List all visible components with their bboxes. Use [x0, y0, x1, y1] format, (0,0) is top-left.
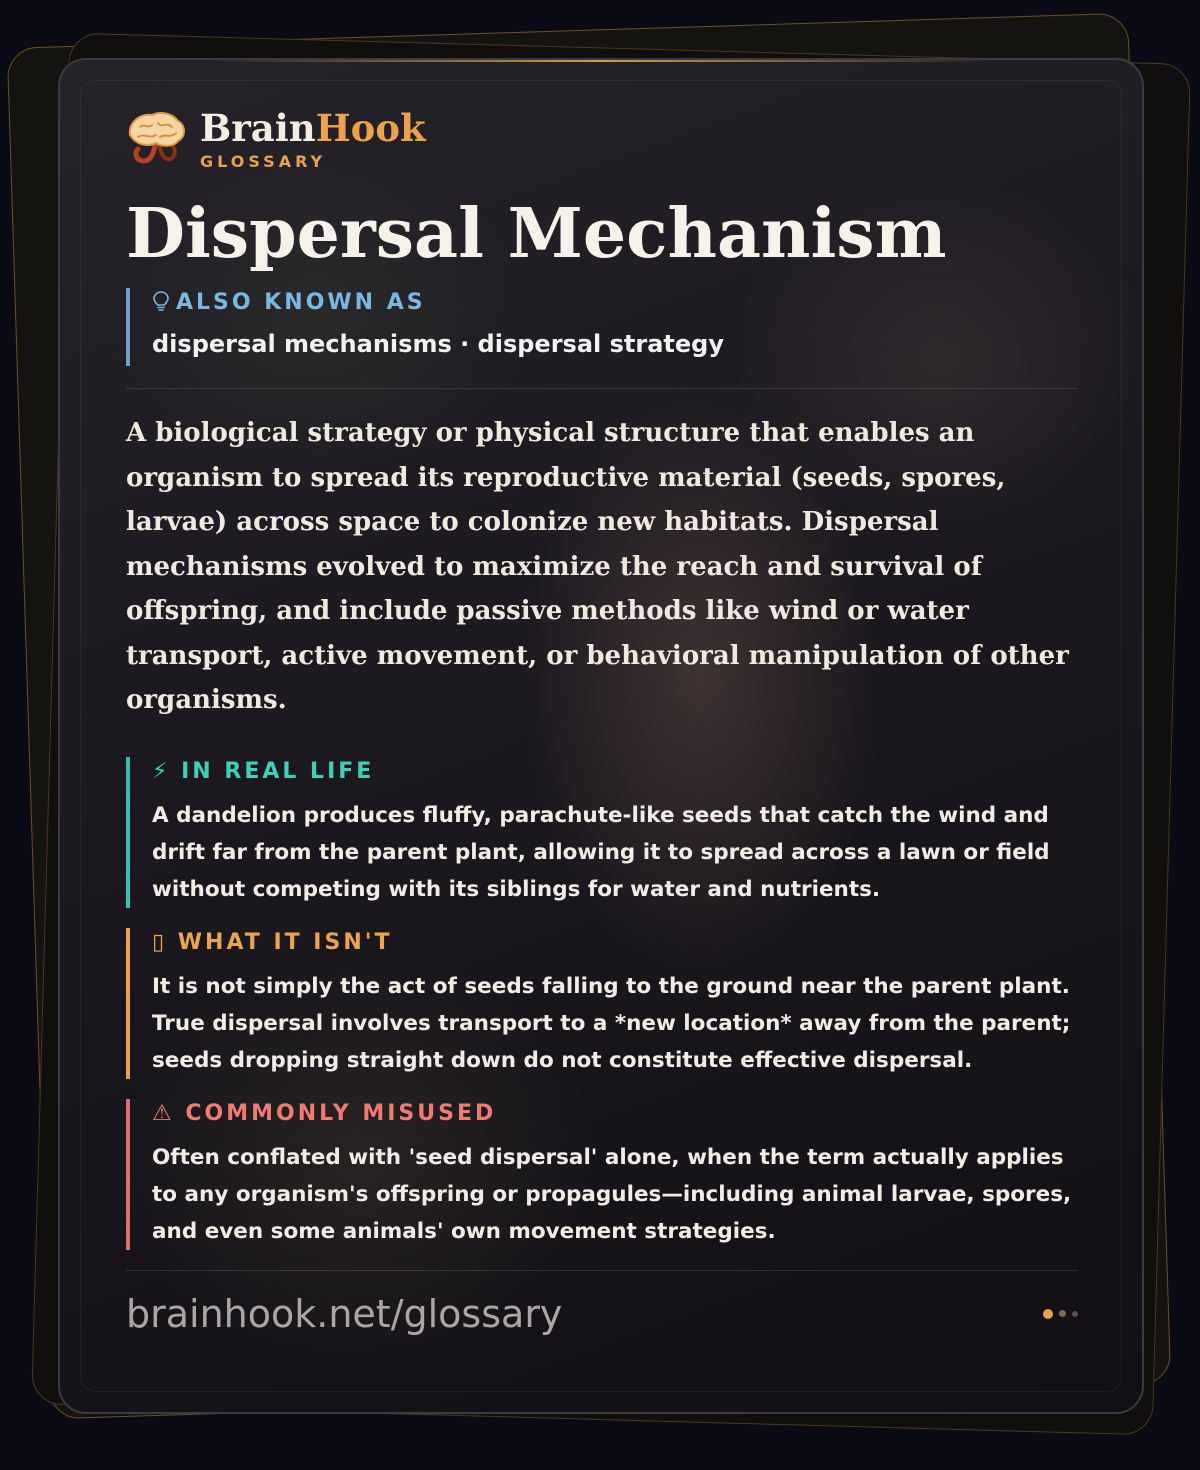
also-known-as-text: ALSO KNOWN AS	[176, 290, 426, 315]
brain-hook-icon	[126, 109, 186, 169]
lightning-icon: ⚡	[152, 758, 171, 784]
what-it-isnt-body: It is not simply the act of seeds falling to the ground near the parent plant. True dispersal involves transport to a *new location* away from the parent; seeds dropping straight down do not constitute effective dispersal.	[152, 973, 1071, 1073]
brand-name	[200, 105, 426, 150]
pagination-dot	[1059, 1310, 1066, 1317]
pagination-dot	[1072, 1311, 1078, 1317]
brand-header	[126, 104, 1078, 174]
commonly-misused-title: COMMONLY MISUSED	[185, 1100, 497, 1126]
pagination-dot-active	[1043, 1309, 1053, 1319]
card-footer	[126, 1289, 1078, 1339]
commonly-misused-label	[152, 1099, 1078, 1129]
warning-icon: ⚠	[152, 1100, 175, 1126]
commonly-misused-body: Often conflated with 'seed dispersal' alone, when the term actually applies to any organism's offspring or propagules—including animal larvae, spores, and even some animals' own movement strategies.	[152, 1144, 1072, 1244]
in-real-life-label	[152, 757, 1078, 787]
term-definition: A biological strategy or physical structure that enables an organism to spread its reproductive material (seeds, spores, larvae) across space to colonize new habitats. Dispersal mechanisms evolved to maximize the reach and survival of offspring, and include passive methods like wind or water transport, active movement, or behavioral manipulation of other organisms.	[126, 418, 1069, 715]
card-content	[126, 104, 1078, 1339]
what-it-isnt-section	[126, 928, 1078, 1079]
brand-name-part1: Brain	[200, 105, 316, 150]
lightbulb-icon	[152, 290, 170, 312]
also-known-as-block	[126, 288, 1078, 366]
pagination-dots	[1043, 1309, 1078, 1319]
also-known-as-label	[152, 288, 1078, 318]
what-it-isnt-title: WHAT IT ISN'T	[177, 929, 393, 955]
also-known-as-values: dispersal mechanisms · dispersal strategy	[152, 330, 724, 358]
what-it-isnt-label	[152, 928, 1078, 958]
divider	[126, 388, 1078, 389]
brand-subtitle: GLOSSARY	[200, 151, 327, 171]
in-real-life-section	[126, 757, 1078, 908]
footer-url[interactable]: brainhook.net/glossary	[126, 1291, 563, 1336]
in-real-life-body: A dandelion produces fluffy, parachute-like seeds that catch the wind and drift far from the parent plant, allowing it to spread across a lawn or field without competing with its siblings for water and nutrients.	[152, 802, 1050, 902]
card-accent-line	[210, 60, 992, 62]
commonly-misused-section	[126, 1099, 1078, 1250]
term-title: Dispersal Mechanism	[126, 194, 947, 274]
missing-glyph-icon: ▯	[152, 929, 168, 955]
in-real-life-title: IN REAL LIFE	[181, 758, 375, 784]
divider	[126, 1270, 1078, 1271]
brand-name-part2: Hook	[315, 105, 426, 150]
glossary-card	[58, 58, 1144, 1414]
